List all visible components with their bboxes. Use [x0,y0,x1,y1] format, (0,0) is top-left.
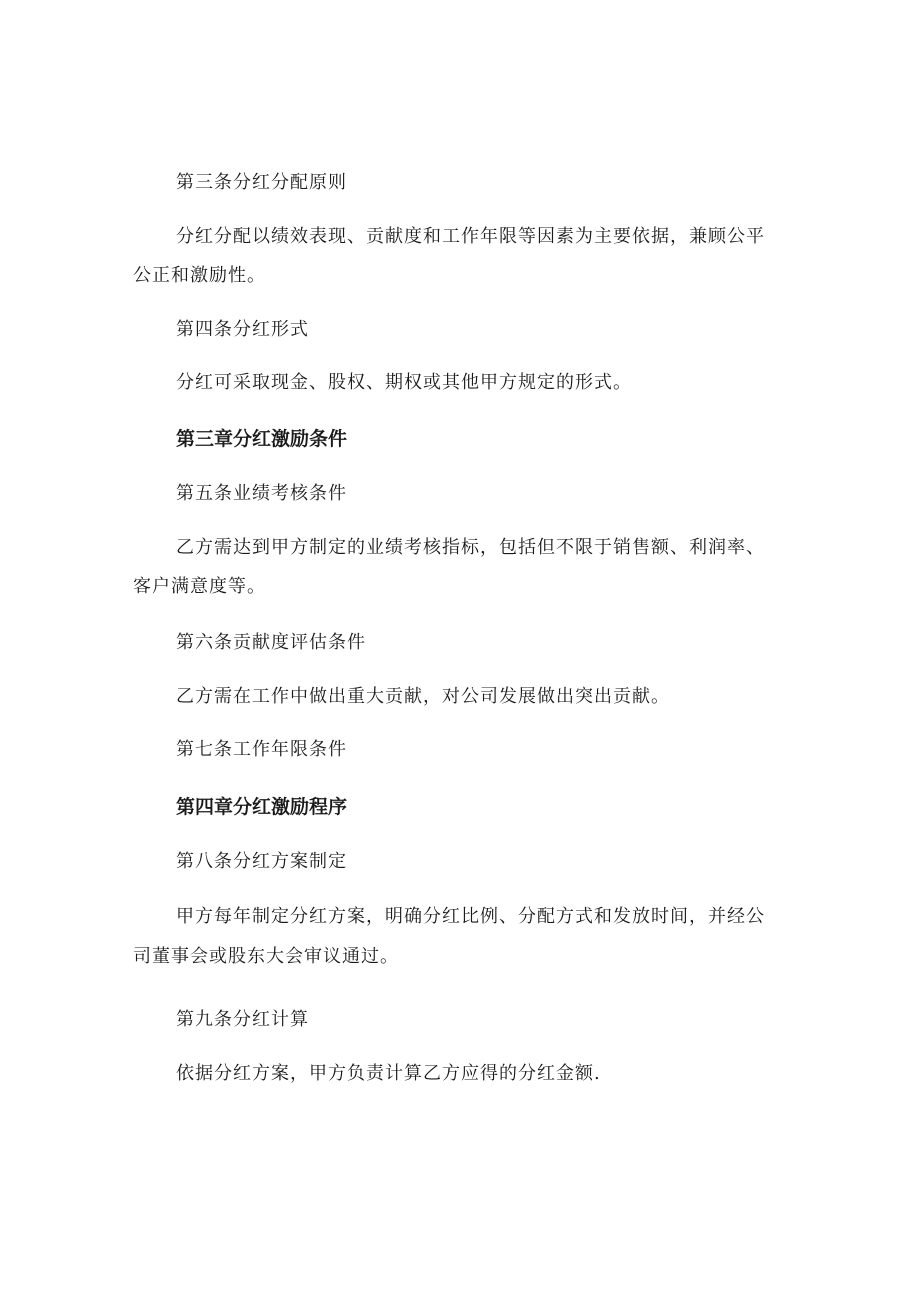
chapter-3-heading: 第三章分红激励条件 [176,428,348,450]
article-3-text-continued: 公正和激励性。 [133,265,266,286]
article-6-text: 乙方需在工作中做出重大贡献，对公司发展做出突出贡献。 [176,686,670,707]
article-6-title: 第六条贡献度评估条件 [176,632,366,653]
article-9-text: 依据分红方案，甲方负责计算乙方应得的分红金额. [176,1063,601,1084]
article-4-text: 分红可采取现金、股权、期权或其他甲方规定的形式。 [176,372,632,393]
article-3-text: 分红分配以绩效表现、贡献度和工作年限等因素为主要依据，兼顾公平 [176,226,765,247]
article-5-title: 第五条业绩考核条件 [176,483,347,504]
article-5-text-continued: 客户满意度等。 [133,576,266,597]
article-3-title: 第三条分红分配原则 [176,172,347,193]
article-9-title: 第九条分红计算 [176,1009,309,1030]
article-8-text: 甲方每年制定分红方案，明确分红比例、分配方式和发放时间，并经公 [176,906,765,927]
article-5-text: 乙方需达到甲方制定的业绩考核指标，包括但不限于销售额、利润率、 [176,537,765,558]
article-8-title: 第八条分红方案制定 [176,851,347,872]
article-8-text-continued: 司董事会或股东大会审议通过。 [133,946,399,967]
article-4-title: 第四条分红形式 [176,319,309,340]
chapter-4-heading: 第四章分红激励程序 [176,796,348,818]
article-7-title: 第七条工作年限条件 [176,739,347,760]
